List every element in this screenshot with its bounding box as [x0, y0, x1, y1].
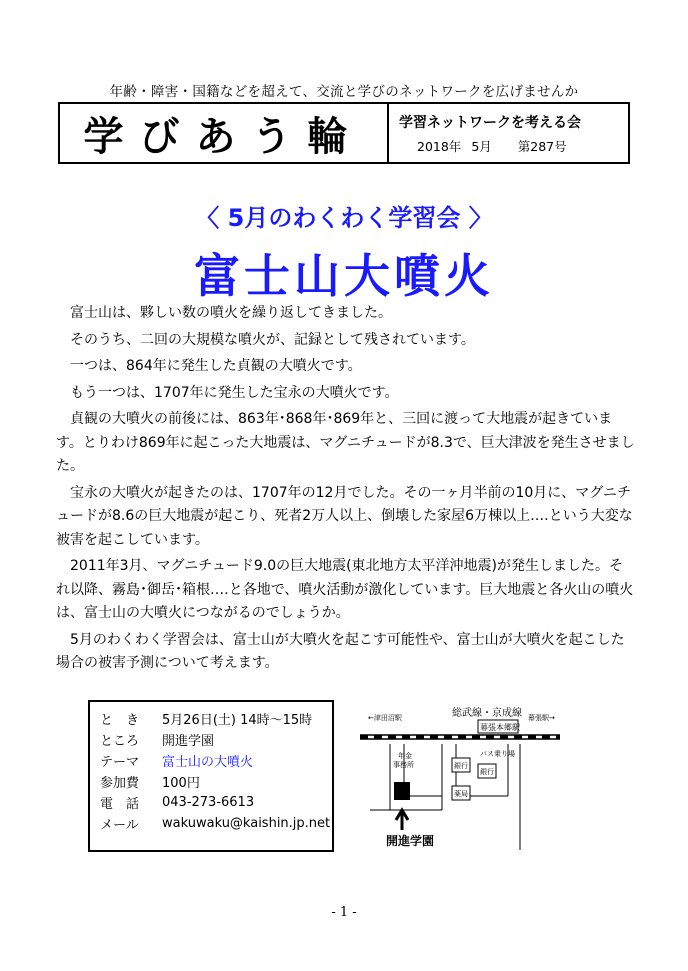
map-bus-stop: バス乗り場	[480, 750, 515, 758]
paragraph: 5月のわくわく学習会は、富士山が大噴火を起こす可能性や、富士山が大噴火を起こした場合の被害予測について考えます。	[56, 631, 625, 671]
map-pension-office: 年金	[398, 752, 412, 760]
paragraph: もう一つは、1707年に発生した宝永の大噴火です。	[70, 384, 399, 401]
school-building-marker	[394, 782, 410, 800]
issue-info	[399, 137, 628, 155]
issue-year: 2018年	[417, 139, 462, 154]
info-value: wakuwaku@kaishin.jp.net	[162, 816, 331, 831]
main-title: 富士山大噴火	[194, 249, 494, 303]
info-value: 043-273-6613	[162, 795, 255, 810]
map-right-station: 幕張駅→	[528, 714, 555, 722]
paragraph: 貞観の大噴火の前後には、863年･868年･869年と、三回に渡って大地震が起きています。とりわけ869年に起こった大地震は、マグニチュードが8.3で、巨大津波を発生させました。	[56, 411, 635, 474]
info-label: ところ	[100, 734, 140, 749]
tagline: 年齢・障害・国籍などを超えて、交流と学びのネットワークを広げませんか	[109, 84, 579, 100]
info-row-email	[100, 813, 332, 834]
map-pharmacy: 薬局	[454, 790, 468, 798]
map-line-name: 総武線・京成線	[452, 708, 522, 719]
issue-number: 第287号	[517, 139, 567, 154]
info-label: 参加費	[100, 776, 140, 791]
access-map	[360, 700, 570, 860]
info-row-theme	[100, 750, 332, 771]
organization-name: 学習ネットワークを考える会	[399, 115, 581, 131]
info-value: 開進学園	[162, 734, 215, 749]
info-value: 100円	[162, 776, 200, 791]
map-bank: 銀行	[480, 768, 494, 776]
info-row-phone	[100, 792, 332, 813]
map-bank: 銀行	[454, 762, 468, 770]
paragraph: 富士山は、夥しい数の噴火を繰り返してきました。	[70, 305, 392, 321]
newsletter-title: 学びあう輪	[60, 104, 389, 162]
info-label: と き	[100, 713, 140, 728]
info-label: 電 話	[100, 797, 140, 812]
event-heading: 〈 5月のわくわく学習会 〉	[195, 204, 493, 232]
info-label: メール	[100, 818, 139, 833]
info-label: テーマ	[100, 755, 140, 770]
up-arrow-icon	[396, 810, 408, 830]
masthead-info	[389, 104, 628, 162]
event-info-box	[88, 700, 334, 852]
info-value: 富士山の大噴火	[162, 755, 254, 770]
info-row-date	[100, 708, 332, 729]
info-row-fee	[100, 771, 332, 792]
masthead	[58, 102, 630, 164]
map-pension-office: 事務所	[393, 761, 414, 769]
paragraph: 一つは、864年に発生した貞観の大噴火です。	[70, 358, 362, 374]
paragraph: 2011年3月、マグニチュード9.0の巨大地震(東北地方太平洋沖地震)が発生しました。それ以降、霧島･御岳･箱根‥‥と各地で、噴火活動が激化しています。巨大地震と各火山の噴火は、富士山の大噴火につながるのでしょうか。	[56, 558, 634, 621]
railway-track	[360, 735, 560, 739]
issue-month: 5月	[471, 139, 492, 154]
page-number: - 1 -	[331, 905, 357, 920]
map-school-label: 開進学園	[386, 834, 435, 848]
paragraph: 宝永の大噴火が起きたのは、1707年の12月でした。その一ヶ月半前の10月に、マグニチュードが8.6の巨大地震が起こり、死者2万人以上、倒壊した家屋6万棟以上‥‥という大変な被害を起こしています。	[56, 484, 633, 548]
info-row-place	[100, 729, 332, 750]
map-station: 幕張本郷駅	[480, 723, 520, 732]
info-value: 5月26日(土) 14時～15時	[162, 713, 313, 728]
map-left-station: ←津田沼駅	[368, 714, 402, 722]
paragraph: そのうち、二回の大規模な噴火が、記録として残されています。	[70, 331, 475, 348]
article-body	[56, 302, 636, 679]
